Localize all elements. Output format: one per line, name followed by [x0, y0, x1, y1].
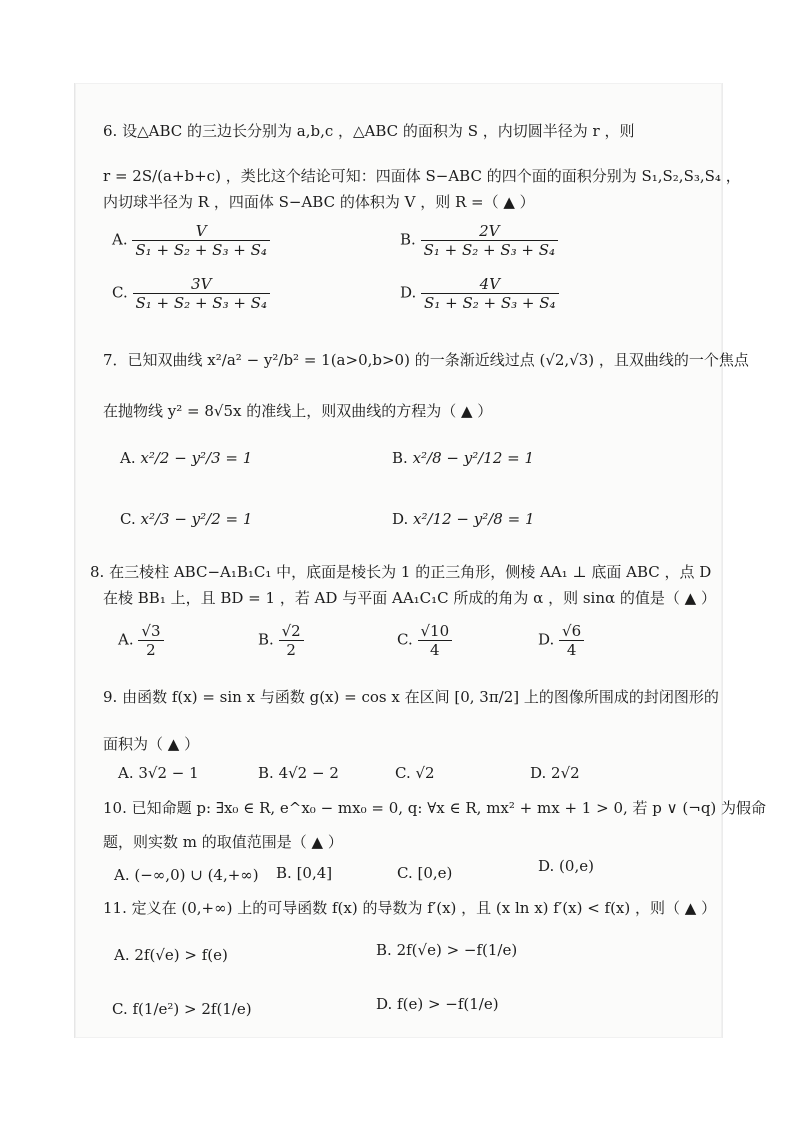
- option-expression: f(e) > −f(1/e): [397, 995, 499, 1013]
- question-6-line-3: 内切球半径为 R ，四面体 S−ABC 的体积为 V ，则 R =（ ▲ ）: [103, 193, 535, 211]
- option-fraction: [279, 622, 304, 659]
- question-11-option-c: [112, 1000, 252, 1018]
- option-expression: 2f(√e) > f(e): [134, 946, 228, 964]
- option-fraction: [559, 622, 584, 659]
- fraction-denominator: S₁ + S₂ + S₃ + S₄: [133, 293, 270, 312]
- option-label: C.: [397, 630, 413, 649]
- option-label: A.: [118, 764, 134, 782]
- option-expression: [0,e): [417, 864, 453, 882]
- option-label: C.: [112, 1000, 128, 1018]
- option-fraction: [421, 222, 558, 259]
- fraction-numerator: √6: [562, 622, 582, 640]
- fraction-numerator: √10: [420, 622, 450, 640]
- question-9-option-c: [395, 764, 435, 782]
- option-label: A.: [112, 230, 128, 249]
- fraction-numerator: 3V: [191, 275, 212, 293]
- question-6-option-c: [112, 275, 270, 312]
- question-7-option-a: [120, 449, 252, 467]
- option-label: B.: [276, 864, 292, 882]
- option-label: C.: [397, 864, 413, 882]
- fraction-denominator: S₁ + S₂ + S₃ + S₄: [421, 293, 558, 312]
- question-9-option-a: [118, 764, 199, 782]
- option-expression: 2f(√e) > −f(1/e): [396, 941, 518, 959]
- question-10-option-c: [397, 864, 452, 882]
- question-8-option-b: [258, 622, 304, 659]
- option-fraction: [418, 622, 453, 659]
- fraction-denominator: 2: [138, 640, 163, 659]
- question-9-option-b: [258, 764, 339, 782]
- option-label: B.: [258, 630, 274, 649]
- question-9-line-1: 9. 由函数 f(x) = sin x 与函数 g(x) = cos x 在区间 [0, 3π/2] 上的图像所围成的封闭图形的: [103, 688, 719, 706]
- fraction-denominator: 4: [559, 640, 584, 659]
- option-label: D.: [392, 510, 409, 528]
- question-6-option-b: [400, 222, 558, 259]
- question-10-option-d: [538, 857, 594, 875]
- option-label: B.: [400, 230, 416, 249]
- question-7-line-1: 7．已知双曲线 x²/a² − y²/b² = 1(a>0,b>0) 的一条渐近线过点 (√2,√3) ，且双曲线的一个焦点: [103, 351, 749, 369]
- option-expression: f(1/e²) > 2f(1/e): [132, 1000, 252, 1018]
- option-expression: x²/12 − y²/8 = 1: [413, 510, 535, 528]
- question-6-line-1: 6. 设△ABC 的三边长分别为 a,b,c ，△ABC 的面积为 S ，内切圆半径为 r ，则: [103, 122, 635, 140]
- fraction-numerator: 2V: [479, 222, 500, 240]
- option-expression: 4√2 − 2: [278, 764, 339, 782]
- option-label: B.: [258, 764, 274, 782]
- option-label: D.: [376, 995, 393, 1013]
- option-expression: x²/2 − y²/3 = 1: [140, 449, 253, 467]
- option-label: D.: [538, 857, 555, 875]
- option-label: D.: [530, 764, 547, 782]
- question-9-line-2: 面积为（ ▲ ）: [103, 735, 200, 753]
- option-label: C.: [395, 764, 411, 782]
- question-6-option-d: [400, 275, 559, 312]
- option-label: A.: [120, 449, 136, 467]
- question-7-option-d: [392, 510, 535, 528]
- fraction-denominator: S₁ + S₂ + S₃ + S₄: [421, 240, 558, 259]
- fraction-denominator: S₁ + S₂ + S₃ + S₄: [132, 240, 269, 259]
- question-10-option-b: [276, 864, 332, 882]
- option-fraction: [421, 275, 558, 312]
- option-label: D.: [400, 283, 417, 302]
- option-label: D.: [538, 630, 555, 649]
- option-expression: 2√2: [551, 764, 580, 782]
- fraction-denominator: 2: [279, 640, 304, 659]
- option-expression: [0,4]: [296, 864, 333, 882]
- question-7-line-2: 在抛物线 y² = 8√5x 的准线上，则双曲线的方程为（ ▲ ）: [103, 402, 493, 420]
- question-10-option-a: [114, 866, 259, 884]
- question-10-line-2: 题，则实数 m 的取值范围是（ ▲ ）: [103, 833, 343, 851]
- option-expression: 3√2 − 1: [138, 764, 199, 782]
- option-fraction: [132, 222, 269, 259]
- option-expression: (−∞,0) ∪ (4,+∞): [134, 866, 259, 884]
- question-8-line-2: 在棱 BB₁ 上，且 BD = 1 ，若 AD 与平面 AA₁C₁C 所成的角为 α ，则 sinα 的值是（ ▲ ）: [103, 589, 716, 607]
- option-label: A.: [114, 946, 130, 964]
- fraction-numerator: V: [195, 222, 207, 240]
- question-8-option-a: [118, 622, 164, 659]
- option-label: A.: [118, 630, 134, 649]
- question-8-line-1: 8. 在三棱柱 ABC−A₁B₁C₁ 中，底面是棱长为 1 的正三角形，侧棱 AA₁ ⊥ 底面 ABC ，点 D: [90, 563, 712, 581]
- question-11-option-b: [376, 941, 517, 959]
- option-expression: x²/8 − y²/12 = 1: [412, 449, 535, 467]
- option-fraction: [133, 275, 270, 312]
- option-label: A.: [114, 866, 130, 884]
- question-6-line-2: r = 2S/(a+b+c) ，类比这个结论可知：四面体 S−ABC 的四个面的面积分别为 S₁,S₂,S₃,S₄ ，: [103, 167, 741, 185]
- question-6-option-a: [112, 222, 270, 259]
- option-expression: x²/3 − y²/2 = 1: [140, 510, 253, 528]
- question-11-option-a: [114, 946, 228, 964]
- question-10-line-1: 10. 已知命题 p: ∃x₀ ∈ R, e^x₀ − mx₀ = 0, q: ∀x ∈ R, mx² + mx + 1 > 0, 若 p ∨ (¬q) 为假命: [103, 799, 767, 817]
- option-label: C.: [112, 283, 128, 302]
- option-label: C.: [120, 510, 136, 528]
- question-8-option-c: [397, 622, 452, 659]
- question-8-option-d: [538, 622, 584, 659]
- option-label: B.: [392, 449, 408, 467]
- option-expression: (0,e): [559, 857, 594, 875]
- question-11-line-1: 11. 定义在 (0,+∞) 上的可导函数 f(x) 的导数为 f′(x) ，且 (x ln x) f′(x) < f(x) ，则（ ▲ ）: [103, 899, 717, 917]
- fraction-numerator: √3: [141, 622, 161, 640]
- fraction-numerator: 4V: [479, 275, 500, 293]
- option-fraction: [138, 622, 163, 659]
- question-11-option-d: [376, 995, 499, 1013]
- question-7-option-c: [120, 510, 252, 528]
- fraction-numerator: √2: [281, 622, 301, 640]
- option-expression: √2: [415, 764, 435, 782]
- fraction-denominator: 4: [418, 640, 453, 659]
- option-label: B.: [376, 941, 392, 959]
- question-7-option-b: [392, 449, 534, 467]
- question-9-option-d: [530, 764, 580, 782]
